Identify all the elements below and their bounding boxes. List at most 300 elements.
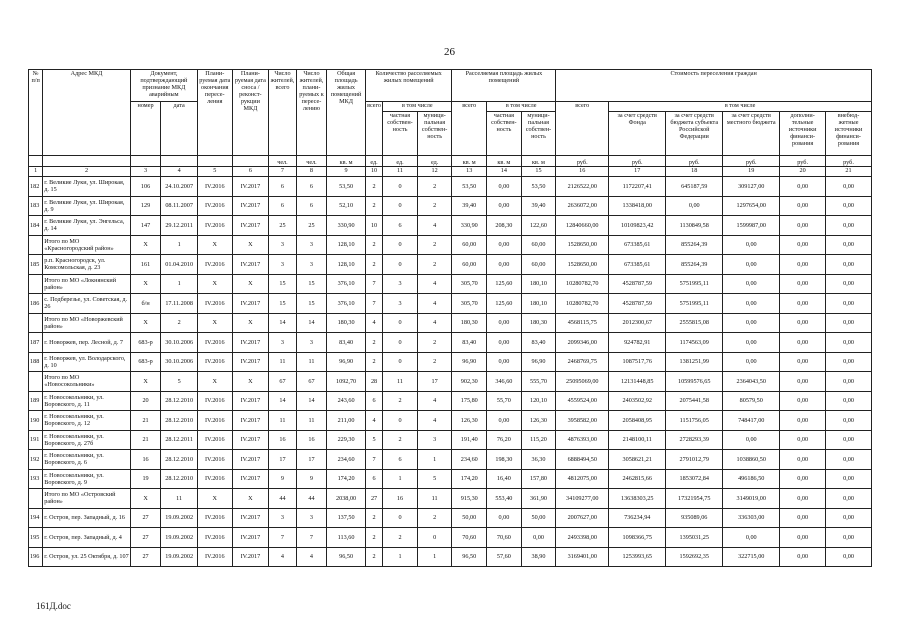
table-cell: 10109823,42 xyxy=(609,216,666,236)
table-cell: 2 xyxy=(417,235,452,255)
table-cell: 17 xyxy=(296,450,327,470)
table-cell: 2 xyxy=(383,430,418,450)
table-cell: 17321954,75 xyxy=(666,489,723,509)
table-cell: 10599576,65 xyxy=(666,372,723,392)
table-cell: 17.11.2008 xyxy=(161,294,198,314)
table-cell: 198,30 xyxy=(487,450,522,470)
table-cell: 0,00 xyxy=(826,430,872,450)
table-cell: 683-р xyxy=(130,333,161,353)
table-cell: 3 xyxy=(269,333,296,353)
row-number-cell xyxy=(29,313,43,333)
table-cell: 0,00 xyxy=(780,372,826,392)
header-cost-unbudget: внебюд- жетные источники финанси- рования xyxy=(826,112,872,156)
table-cell: 67 xyxy=(296,372,327,392)
table-row xyxy=(29,216,872,236)
header-count-total: всего xyxy=(365,102,382,156)
table-cell: IV.2017 xyxy=(232,216,269,236)
table-cell: 0,00 xyxy=(780,547,826,567)
table-cell: 6 xyxy=(365,391,382,411)
table-cell: 0 xyxy=(383,333,418,353)
resettlement-table xyxy=(28,69,872,567)
table-cell: 0,00 xyxy=(826,216,872,236)
table-cell: 44 xyxy=(296,489,327,509)
table-cell: 3 xyxy=(417,430,452,450)
table-cell: 120,10 xyxy=(521,391,556,411)
table-cell: 01.04.2010 xyxy=(161,255,198,275)
footer-filename: 161Д.doc xyxy=(36,601,71,611)
header-doc-date: дата xyxy=(161,102,198,156)
row-number-cell xyxy=(29,372,43,392)
table-cell: 0,00 xyxy=(826,391,872,411)
header-total-area: Общая площадь жилых помещений МКД xyxy=(327,70,366,156)
header-doc-num: номер xyxy=(130,102,161,156)
table-cell: 10 xyxy=(365,216,382,236)
table-cell: 1098366,75 xyxy=(609,528,666,548)
table-cell: 2403502,92 xyxy=(609,391,666,411)
table-cell: 2 xyxy=(383,391,418,411)
table-cell: 115,20 xyxy=(521,430,556,450)
table-cell: 180,30 xyxy=(452,313,487,333)
table-cell: IV.2016 xyxy=(197,528,232,548)
table-cell: 6 xyxy=(365,469,382,489)
table-cell: 4 xyxy=(417,216,452,236)
table-cell: 0,00 xyxy=(780,450,826,470)
address-cell: г. Великие Луки, ул. Широкая, д. 9 xyxy=(43,196,131,216)
column-number-cell: 11 xyxy=(383,167,418,177)
table-cell: IV.2016 xyxy=(197,294,232,314)
table-cell: 9 xyxy=(296,469,327,489)
table-cell: 30.10.2006 xyxy=(161,352,198,372)
table-cell: 60,00 xyxy=(452,255,487,275)
table-cell: 11 xyxy=(417,489,452,509)
column-number-cell: 12 xyxy=(417,167,452,177)
table-cell: IV.2017 xyxy=(232,450,269,470)
table-cell: 16 xyxy=(383,489,418,509)
table-cell: 0,00 xyxy=(780,216,826,236)
table-cell: 2 xyxy=(365,352,382,372)
table-cell: 44 xyxy=(269,489,296,509)
table-cell: 21 xyxy=(130,411,161,431)
unit-cell: кв. м xyxy=(327,156,366,167)
table-cell: 330,90 xyxy=(452,216,487,236)
table-row xyxy=(29,255,872,275)
header-cost-extra: дополни- тельные источники финанси- рования xyxy=(780,112,826,156)
table-cell: IV.2016 xyxy=(197,391,232,411)
table-cell: 924782,91 xyxy=(609,333,666,353)
table-cell: 3 xyxy=(383,274,418,294)
row-number-cell: 190 xyxy=(29,411,43,431)
table-cell: 34109277,00 xyxy=(556,489,609,509)
table-cell: 38,90 xyxy=(521,547,556,567)
unit-cell xyxy=(197,156,232,167)
table-cell: 1395031,25 xyxy=(666,528,723,548)
table-row xyxy=(29,274,872,294)
table-cell: 24.10.2007 xyxy=(161,177,198,197)
table-cell: 376,10 xyxy=(327,274,366,294)
table-cell: IV.2016 xyxy=(197,333,232,353)
table-row xyxy=(29,469,872,489)
table-cell: 0,00 xyxy=(487,255,522,275)
table-cell: 0,00 xyxy=(666,196,723,216)
header-count-municipal: муници- пальная собствен- ность xyxy=(417,112,452,156)
table-cell: 15 xyxy=(269,294,296,314)
table-cell: 19.09.2002 xyxy=(161,547,198,567)
table-cell: IV.2016 xyxy=(197,216,232,236)
table-body xyxy=(29,177,872,567)
table-cell: 28 xyxy=(365,372,382,392)
unit-cell xyxy=(29,156,43,167)
table-cell: 19.09.2002 xyxy=(161,528,198,548)
table-cell: 0,00 xyxy=(487,352,522,372)
table-cell: 2 xyxy=(365,255,382,275)
table-cell: 6 xyxy=(269,196,296,216)
table-cell: IV.2016 xyxy=(197,196,232,216)
table-cell: 4 xyxy=(365,313,382,333)
unit-cell: руб. xyxy=(666,156,723,167)
table-cell: 0 xyxy=(383,313,418,333)
table-cell: 1 xyxy=(417,547,452,567)
unit-cell: руб. xyxy=(556,156,609,167)
table-cell: 2493398,00 xyxy=(556,528,609,548)
table-cell: 0,00 xyxy=(780,294,826,314)
table-cell: 2126522,00 xyxy=(556,177,609,197)
table-cell: 0,00 xyxy=(826,508,872,528)
table-cell: 20 xyxy=(130,391,161,411)
row-number-cell: 186 xyxy=(29,294,43,314)
table-cell: 1130849,58 xyxy=(666,216,723,236)
table-cell: 7 xyxy=(365,294,382,314)
table-cell: 128,10 xyxy=(327,255,366,275)
header-count-private: частная собствен- ность xyxy=(383,112,418,156)
header-area-total: всего xyxy=(452,102,487,156)
table-cell: 157,80 xyxy=(521,469,556,489)
table-cell: 0,00 xyxy=(723,255,780,275)
table-cell: 6888494,50 xyxy=(556,450,609,470)
table-cell: 96,90 xyxy=(327,352,366,372)
table-cell: 52,10 xyxy=(327,196,366,216)
table-cell: 1172207,41 xyxy=(609,177,666,197)
table-cell: IV.2016 xyxy=(197,469,232,489)
table-cell: 243,60 xyxy=(327,391,366,411)
unit-cell: ед. xyxy=(417,156,452,167)
table-cell: 902,30 xyxy=(452,372,487,392)
row-number-cell: 189 xyxy=(29,391,43,411)
table-cell: 60,00 xyxy=(521,235,556,255)
header-plan-resettled: Число жителей, плани- руемых к пересе- лению xyxy=(296,70,327,156)
table-cell: 3 xyxy=(269,235,296,255)
table-cell: IV.2016 xyxy=(197,177,232,197)
table-cell: 27 xyxy=(130,547,161,567)
table-cell: 211,00 xyxy=(327,411,366,431)
table-cell: 0,00 xyxy=(780,508,826,528)
table-cell: 16,40 xyxy=(487,469,522,489)
table-cell: 376,10 xyxy=(327,294,366,314)
table-cell: 174,20 xyxy=(327,469,366,489)
table-cell: X xyxy=(232,489,269,509)
table-cell: 83,40 xyxy=(327,333,366,353)
table-cell: 0,00 xyxy=(826,469,872,489)
table-cell: IV.2017 xyxy=(232,352,269,372)
header-area-incl: в том числе xyxy=(487,102,556,112)
table-cell: 4 xyxy=(417,391,452,411)
table-cell: 2 xyxy=(365,177,382,197)
table-cell: 4 xyxy=(417,274,452,294)
table-cell: IV.2016 xyxy=(197,450,232,470)
table-cell: 234,60 xyxy=(327,450,366,470)
table-cell: 0,00 xyxy=(826,255,872,275)
table-cell: 1087517,76 xyxy=(609,352,666,372)
table-cell: 6 xyxy=(296,177,327,197)
address-cell: с. Подберезье, ул. Советская, д. 26 xyxy=(43,294,131,314)
table-cell: 2 xyxy=(417,255,452,275)
table-cell: IV.2017 xyxy=(232,469,269,489)
table-cell: 147 xyxy=(130,216,161,236)
table-cell: 0,00 xyxy=(487,177,522,197)
column-number-cell: 19 xyxy=(723,167,780,177)
table-cell: 180,10 xyxy=(521,294,556,314)
table-cell: 39,40 xyxy=(521,196,556,216)
table-cell: 2 xyxy=(365,196,382,216)
table-cell: 4 xyxy=(365,411,382,431)
table-cell: 1 xyxy=(417,450,452,470)
table-cell: 11 xyxy=(296,352,327,372)
table-cell: 113,60 xyxy=(327,528,366,548)
table-cell: 0,00 xyxy=(487,196,522,216)
address-cell: г. Новоржев, пер. Лесной, д. 7 xyxy=(43,333,131,353)
table-cell: IV.2016 xyxy=(197,411,232,431)
table-cell: 12131448,85 xyxy=(609,372,666,392)
table-cell: 0,00 xyxy=(826,313,872,333)
table-cell: 28.12.2010 xyxy=(161,450,198,470)
address-cell: Итого по МО «Новосокольники» xyxy=(43,372,131,392)
table-row xyxy=(29,372,872,392)
table-cell: 129 xyxy=(130,196,161,216)
table-cell: 2 xyxy=(417,508,452,528)
table-cell: IV.2017 xyxy=(232,333,269,353)
row-number-cell: 187 xyxy=(29,333,43,353)
table-cell: 3 xyxy=(296,235,327,255)
table-cell: 683-р xyxy=(130,352,161,372)
table-cell: 234,60 xyxy=(452,450,487,470)
table-cell: 27 xyxy=(365,489,382,509)
table-cell: 14 xyxy=(296,391,327,411)
table-cell: 4528787,59 xyxy=(609,274,666,294)
header-cost-incl: в том числе xyxy=(609,102,872,112)
table-row xyxy=(29,313,872,333)
table-cell: 0,00 xyxy=(723,333,780,353)
column-number-cell: 20 xyxy=(780,167,826,177)
table-cell: 14 xyxy=(296,313,327,333)
column-number-cell: 17 xyxy=(609,167,666,177)
table-cell: 2 xyxy=(383,528,418,548)
table-cell: 3958582,00 xyxy=(556,411,609,431)
table-cell: IV.2017 xyxy=(232,391,269,411)
table-cell: IV.2017 xyxy=(232,177,269,197)
table-cell: 60,00 xyxy=(521,255,556,275)
table-cell: 08.11.2007 xyxy=(161,196,198,216)
table-cell: 5 xyxy=(365,430,382,450)
table-cell: 1 xyxy=(383,547,418,567)
unit-cell: чел. xyxy=(269,156,296,167)
table-cell: 180,30 xyxy=(327,313,366,333)
row-number-cell: 196 xyxy=(29,547,43,567)
header-doc: Документ, подтверждающий признание МКД аварийным xyxy=(130,70,197,102)
table-cell: X xyxy=(130,313,161,333)
table-cell: 2468769,75 xyxy=(556,352,609,372)
address-cell: Итого по МО «Новоржевский район» xyxy=(43,313,131,333)
table-cell: 5 xyxy=(161,372,198,392)
table-cell: 60,00 xyxy=(452,235,487,255)
table-cell: 5751995,11 xyxy=(666,294,723,314)
page-number: 26 xyxy=(444,46,455,58)
table-cell: 0,00 xyxy=(723,528,780,548)
table-cell: 5751995,11 xyxy=(666,274,723,294)
table-cell: 10280782,70 xyxy=(556,294,609,314)
table-cell: 673385,61 xyxy=(609,255,666,275)
table-cell: 0,00 xyxy=(826,411,872,431)
table-cell: 3149019,00 xyxy=(723,489,780,509)
table-cell: 128,10 xyxy=(327,235,366,255)
table-cell: IV.2017 xyxy=(232,411,269,431)
table-cell: 208,30 xyxy=(487,216,522,236)
table-cell: 1151756,05 xyxy=(666,411,723,431)
table-cell: 0,00 xyxy=(826,528,872,548)
table-cell: 2364043,50 xyxy=(723,372,780,392)
table-row xyxy=(29,489,872,509)
table-cell: 76,20 xyxy=(487,430,522,450)
row-number-cell xyxy=(29,489,43,509)
table-cell: 137,50 xyxy=(327,508,366,528)
column-number-cell: 4 xyxy=(161,167,198,177)
unit-cell: ед. xyxy=(383,156,418,167)
table-cell: 15 xyxy=(269,274,296,294)
table-cell: 174,20 xyxy=(452,469,487,489)
table-cell: 2 xyxy=(417,352,452,372)
table-cell: X xyxy=(130,372,161,392)
table-cell: 29.12.2011 xyxy=(161,216,198,236)
unit-cell xyxy=(161,156,198,167)
table-cell: 0 xyxy=(417,528,452,548)
table-cell: 3 xyxy=(269,508,296,528)
table-cell: IV.2016 xyxy=(197,547,232,567)
table-row xyxy=(29,196,872,216)
header-cost: Стоимость переселения граждан xyxy=(556,70,872,102)
table-cell: 0,00 xyxy=(826,450,872,470)
header-area-private: частная собствен- ность xyxy=(487,112,522,156)
table-cell: 30.10.2006 xyxy=(161,333,198,353)
table-cell: 305,70 xyxy=(452,294,487,314)
table-cell: 17 xyxy=(269,450,296,470)
column-number-cell: 18 xyxy=(666,167,723,177)
table-cell: 309127,00 xyxy=(723,177,780,197)
table-cell: 0 xyxy=(383,196,418,216)
row-number-cell xyxy=(29,274,43,294)
table-cell: 15 xyxy=(296,274,327,294)
table-cell: 57,60 xyxy=(487,547,522,567)
table-cell: 3 xyxy=(296,333,327,353)
table-cell: 0,00 xyxy=(487,235,522,255)
table-cell: 0,00 xyxy=(487,333,522,353)
table-cell: 553,40 xyxy=(487,489,522,509)
table-cell: 0,00 xyxy=(780,391,826,411)
table-cell: X xyxy=(232,372,269,392)
table-row xyxy=(29,177,872,197)
table-cell: 2012300,67 xyxy=(609,313,666,333)
row-number-cell: 194 xyxy=(29,508,43,528)
table-cell: 2058408,95 xyxy=(609,411,666,431)
table-cell: 122,60 xyxy=(521,216,556,236)
table-cell: 125,60 xyxy=(487,274,522,294)
table-cell: IV.2017 xyxy=(232,255,269,275)
table-row xyxy=(29,294,872,314)
column-number-cell: 6 xyxy=(232,167,269,177)
unit-cell: руб. xyxy=(826,156,872,167)
unit-cell: кв. м xyxy=(487,156,522,167)
table-cell: 7 xyxy=(269,528,296,548)
table-cell: IV.2016 xyxy=(197,255,232,275)
table-cell: 126,30 xyxy=(521,411,556,431)
table-cell: 9 xyxy=(269,469,296,489)
table-cell: 4528787,59 xyxy=(609,294,666,314)
table-cell: 6 xyxy=(269,177,296,197)
table-cell: 6 xyxy=(383,216,418,236)
column-number-cell: 13 xyxy=(452,167,487,177)
table-cell: 0,00 xyxy=(723,235,780,255)
table-cell: 2728293,39 xyxy=(666,430,723,450)
table-cell: IV.2017 xyxy=(232,508,269,528)
table-cell: 0,00 xyxy=(723,352,780,372)
row-number-cell: 191 xyxy=(29,430,43,450)
table-cell: 0,00 xyxy=(826,294,872,314)
table-cell: 1528650,00 xyxy=(556,255,609,275)
column-number-cell: 8 xyxy=(296,167,327,177)
table-cell: 13638303,25 xyxy=(609,489,666,509)
table-cell: 10280782,70 xyxy=(556,274,609,294)
table-cell: 161 xyxy=(130,255,161,275)
table-cell: IV.2016 xyxy=(197,508,232,528)
table-cell: 2 xyxy=(365,508,382,528)
table-cell: IV.2016 xyxy=(197,352,232,372)
header-plan-end: Плани- руемая дата окончания пересе- ления xyxy=(197,70,232,156)
unit-cell: руб. xyxy=(723,156,780,167)
table-cell: 5 xyxy=(417,469,452,489)
table-cell: 96,50 xyxy=(452,547,487,567)
table-cell: 3169401,00 xyxy=(556,547,609,567)
address-cell: г. Новосокольники, ул. Воровского, д. 11 xyxy=(43,391,131,411)
table-cell: 0,00 xyxy=(723,313,780,333)
column-number-cell: 1 xyxy=(29,167,43,177)
table-cell: 935089,06 xyxy=(666,508,723,528)
table-cell: 11 xyxy=(296,411,327,431)
table-cell: 4559524,00 xyxy=(556,391,609,411)
unit-cell xyxy=(232,156,269,167)
table-cell: 1 xyxy=(161,235,198,255)
address-cell: г. Остров, ул. 25 Октября, д. 107 xyxy=(43,547,131,567)
table-cell: 1297654,00 xyxy=(723,196,780,216)
table-cell: 1592692,35 xyxy=(666,547,723,567)
column-number-cell: 16 xyxy=(556,167,609,177)
table-cell: 55,70 xyxy=(487,391,522,411)
header-cost-local: за счет средств местного бюджета xyxy=(723,112,780,156)
table-cell: X xyxy=(130,489,161,509)
table-row xyxy=(29,450,872,470)
table-cell: 25095069,00 xyxy=(556,372,609,392)
table-cell: 1 xyxy=(383,469,418,489)
table-cell: X xyxy=(130,274,161,294)
table-cell: 2 xyxy=(365,235,382,255)
row-number-cell xyxy=(29,235,43,255)
table-cell: 0,00 xyxy=(487,313,522,333)
